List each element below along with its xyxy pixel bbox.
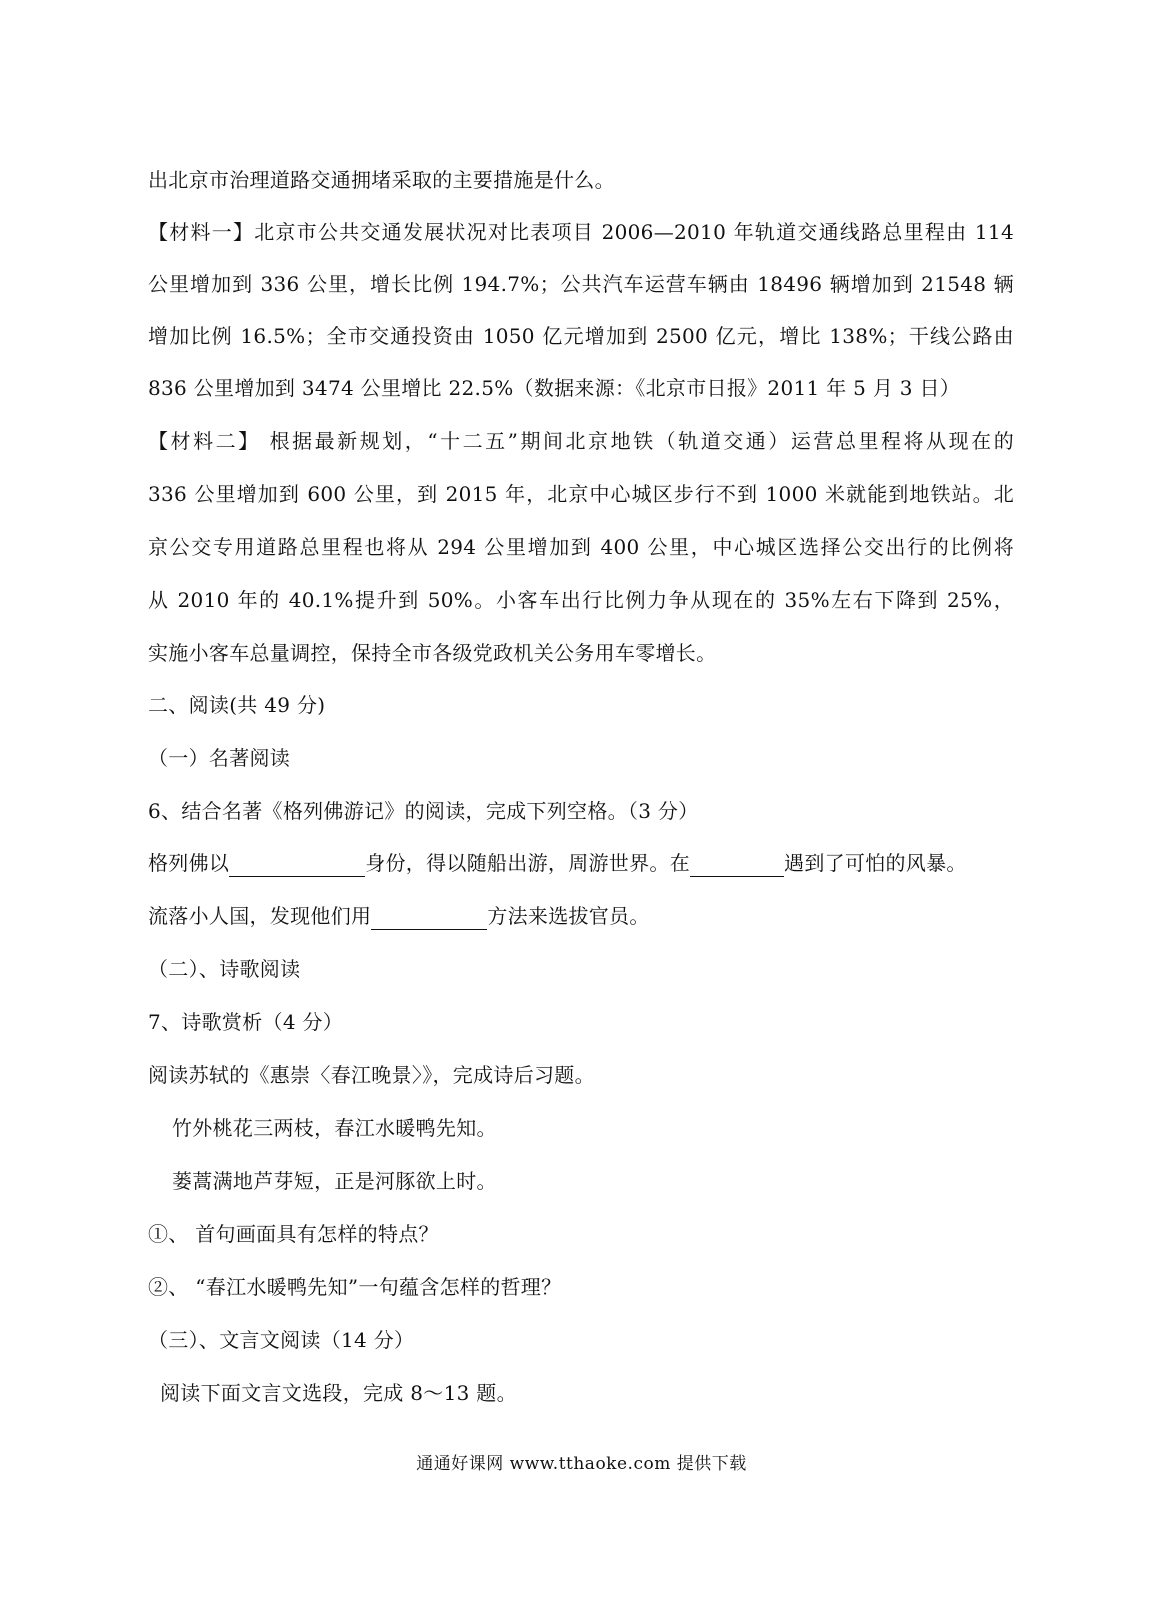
sub-question-1: ①、 首句画面具有怎样的特点？ (148, 1222, 439, 1246)
answer-blank-location[interactable] (690, 854, 784, 877)
question-6: 6、结合名著《格列佛游记》的阅读，完成下列空格。（3 分） (148, 799, 699, 823)
fill-text: 身份，得以随船出游，周游世界。在 (365, 851, 691, 875)
answer-blank-method[interactable] (371, 907, 487, 930)
fill-text: 格列佛以 (148, 851, 230, 875)
fill-text: 流落小人国，发现他们用 (148, 904, 372, 928)
subsection-heading: （三）、文言文阅读（14 分） (148, 1328, 415, 1352)
paragraph-line: 出北京市治理道路交通拥堵采取的主要措施是什么。 (148, 168, 615, 192)
instruction-line: 阅读苏轼的《惠崇〈春江晚景〉》，完成诗后习题。 (148, 1063, 595, 1087)
subsection-heading: （一）名著阅读 (148, 746, 291, 770)
material-one-line: 【材料一】北京市公共交通发展状况对比表项目 2006—2010 年轨道交通线路总里程由 114 (148, 220, 1014, 244)
material-two-line: 【材料二】 根据最新规划，“十二五”期间北京地铁（轨道交通）运营总里程将从现在的 (148, 429, 1014, 453)
material-two-line: 336 公里增加到 600 公里，到 2015 年，北京中心城区步行不到 1000 米就能到地铁站。北 (148, 482, 1014, 506)
page-footer: 通通好课网 www.tthaoke.com 提供下载 (416, 1454, 747, 1474)
answer-blank-identity[interactable] (229, 854, 365, 877)
material-two-line: 实施小客车总量调控，保持全市各级党政机关公务用车零增长。 (148, 641, 717, 665)
question-7: 7、诗歌赏析（4 分） (148, 1010, 344, 1034)
fill-blank-line-1 (148, 849, 967, 877)
material-one-line: 增加比例 16.5%；全市交通投资由 1050 亿元增加到 2500 亿元，增比 138%；干线公路由 (148, 324, 1014, 348)
material-one-line: 836 公里增加到 3474 公里增比 22.5%（数据来源：《北京市日报》2011 年 5 月 3 日） (148, 376, 961, 400)
fill-text: 方法来选拔官员。 (487, 904, 650, 928)
poem-line: 蒌蒿满地芦芽短，正是河豚欲上时。 (172, 1169, 497, 1193)
fill-text: 遇到了可怕的风暴。 (784, 851, 967, 875)
material-two-line: 京公交专用道路总里程也将从 294 公里增加到 400 公里，中心城区选择公交出行的比例将 (148, 535, 1014, 559)
instruction-line: 阅读下面文言文选段，完成 8～13 题。 (160, 1381, 517, 1405)
poem-line: 竹外桃花三两枝，春江水暖鸭先知。 (172, 1116, 497, 1140)
fill-blank-line-2 (148, 902, 650, 930)
section-heading: 二、阅读(共 49 分) (148, 693, 326, 717)
material-two-line: 从 2010 年的 40.1%提升到 50%。小客车出行比例力争从现在的 35%左右下降到 25%， (148, 588, 1014, 612)
subsection-heading: （二）、诗歌阅读 (148, 957, 301, 981)
sub-question-2: ②、 “春江水暖鸭先知”一句蕴含怎样的哲理？ (148, 1275, 562, 1299)
material-one-line: 公里增加到 336 公里，增长比例 194.7%；公共汽车运营车辆由 18496 辆增加到 21548 辆 (148, 272, 1014, 296)
